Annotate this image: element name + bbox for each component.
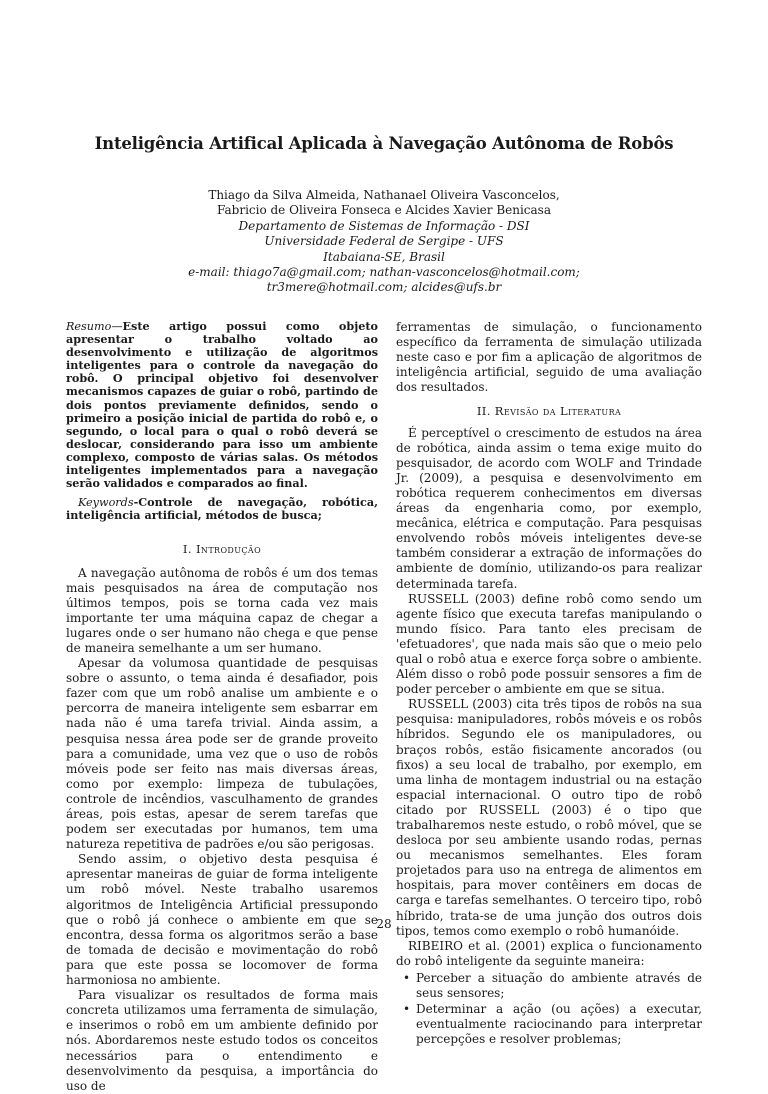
intro-paragraph-4-continued: ferramentas de simulação, o funcionamento específico da ferramenta de simulação utilizada neste caso e por fim a aplicação de algoritmos de inteligência artificial, seguido de uma avaliação dos resultados. [396, 320, 702, 395]
author-emails-line-2: tr3mere@hotmail.com; alcides@ufs.br [266, 280, 502, 295]
keywords-text: -Controle de navegação, robótica, inteligência artificial, métodos de busca; [66, 495, 378, 523]
author-names-line-1: Thiago da Silva Almeida, Nathanael Oliveira Vasconcelos, [208, 188, 560, 202]
abstract-label: Resumo— [66, 320, 123, 333]
list-item [403, 1002, 702, 1047]
review-paragraph-3: RUSSELL (2003) cita três tipos de robôs na sua pesquisa: manipuladores, robôs móveis e os robôs híbridos. Segundo ele os manipuladores, ou braços robôs, estão fisicamente ancorados (ou fixos) a seu local de trabalho, por exemplo, em uma linha de montagem industrial ou na estação espacial internacional. O outro tipo de robô citado por RUSSELL (2003) é o tipo que trabalharemos neste estudo, o robô móvel, que se desloca por seu ambiente usando rodas, pernas ou mecanismos semelhantes. Eles foram projetados para uso na entrega de alimentos em hospitais, para mover contêiners em docas de carga e tarefas semelhantes. O terceiro tipo, robô híbrido, trata-se de uma junção dos outros dois tipos, temos como exemplo o robô humanóide. [396, 697, 702, 938]
intro-paragraph-1: A navegação autônoma de robôs é um dos temas mais pesquisados na área de computação nos últimos tempos, pois se torna cada vez mais importante ter uma máquina capaz de chegar a lugares onde o ser humano não chega e que pense de maneira semelhante a um ser humano. [66, 565, 378, 655]
right-column [396, 320, 702, 1048]
keywords-label: Keywords [78, 496, 134, 510]
keywords [66, 496, 378, 522]
author-emails-line-1: e-mail: thiago7a@gmail.com; nathan-vasconcelos@hotmail.com; [188, 265, 580, 280]
page-number: 28 [376, 917, 392, 931]
intro-paragraph-4: Para visualizar os resultados de forma mais concreta utilizamos uma ferramenta de simulação, e inserimos o robô em um ambiente definido por nós. Abordaremos neste estudo todos os conceitos necessários para o entendimento e desenvolvimento da pesquisa, a importância do uso de [66, 988, 378, 1093]
section-heading-literature-review: II. Revisão da Literatura [476, 404, 622, 419]
intro-paragraph-2: Apesar da volumosa quantidade de pesquisas sobre o assunto, o tema ainda é desafiador, pois fazer com que um robô analise um ambiente e o percorra de maneira inteligente sem esbarrar em nada não é uma tarefa trivial. Ainda assim, a pesquisa nessa área pode ser de grande proveito para a comunidade, uma vez que o uso de robôs móveis pode ser feito nas mais diversas áreas, como por exemplo: limpeza de tubulações, controle de incêndios, vasculhamento de grandes áreas, pois estas, apesar de serem tarefas que podem ser executadas por humanos, tem uma natureza repetitiva de padrões e/ou são perigosas. [66, 656, 378, 852]
robot-steps-list [396, 971, 702, 1047]
list-item [403, 970, 702, 1001]
author-city: Itabaiana-SE, Brasil [323, 249, 445, 264]
bullet-icon: • [403, 1002, 411, 1017]
review-paragraph-4: RIBEIRO et al. (2001) explica o funcionamento do robô inteligente da seguinte maneira: [396, 938, 702, 968]
author-department: Departamento de Sistemas de Informação - DSI [238, 218, 530, 233]
review-paragraph-1: É perceptível o crescimento de estudos na área de robótica, ainda assim o tema exige muito do pesquisador, de acordo com WOLF and Trindade Jr. (2009), a pesquisa e desenvolvimento em robótica requerem conhecimentos em diversas áreas da engenharia como, por exemplo, mecânica, elétrica e computação. Para pesquisas envolvendo robôs móveis inteligentes deve-se também considerar a extração de informações do ambiente de domínio, utilizando-os para realizar determinada tarefa. [396, 425, 702, 591]
intro-paragraph-3: Sendo assim, o objetivo desta pesquisa é apresentar maneiras de guiar de forma inteligente um robô móvel. Neste trabalho usaremos algoritmos de Inteligência Artificial pressupondo que o robô já conhece o ambiente em que se encontra, dessa forma os algoritmos serão a base de tomada de decisão e movimentação do robô para que este possa se locomover de forma harmoniosa no ambiente. [66, 852, 378, 988]
bullet-icon: • [403, 970, 411, 985]
paper-title: Inteligência Artifical Aplicada à Navegação Autônoma de Robôs [94, 134, 674, 153]
author-block [0, 188, 768, 296]
abstract-text: Este artigo possui como objeto apresentar o trabalho voltado ao desenvolvimento e utilização de algoritmos inteligentes para o controle da navegação do robô. O principal objetivo foi desenvolver mecanismos capazes de guiar o robô, partindo de dois pontos previamente definidos, sendo o primeiro a posição inicial de partida do robô e, o segundo, o local para o qual o robô deverá se deslocar, considerando para isso um ambiente complexo, composto de várias salas. Os métodos inteligentes implementados para a navegação serão validados e comparados ao final. [66, 319, 378, 491]
abstract [66, 320, 378, 490]
review-paragraph-2: RUSSELL (2003) define robô como sendo um agente físico que executa tarefas manipulando o mundo físico. Para tanto eles precisam de 'efetuadores', que nada mais são que o meio pelo qual o robô atua e exerce força sobre o ambiente. Além disso o robô pode possuir sensores a fim de poder perceber o ambiente em que se situa. [396, 591, 702, 697]
author-names-line-2: Fabricio de Oliveira Fonseca e Alcides Xavier Benicasa [216, 203, 551, 218]
section-heading-introduction: I. Introdução [182, 542, 262, 557]
list-item-text: Determinar a ação (ou ações) a executar, eventualmente raciocinando para interpretar percepções e resolver problemas; [416, 1002, 702, 1047]
left-column [66, 320, 378, 1094]
list-item-text: Perceber a situação do ambiente através de seus sensores; [416, 970, 702, 1001]
author-university: Universidade Federal de Sergipe - UFS [264, 234, 504, 249]
